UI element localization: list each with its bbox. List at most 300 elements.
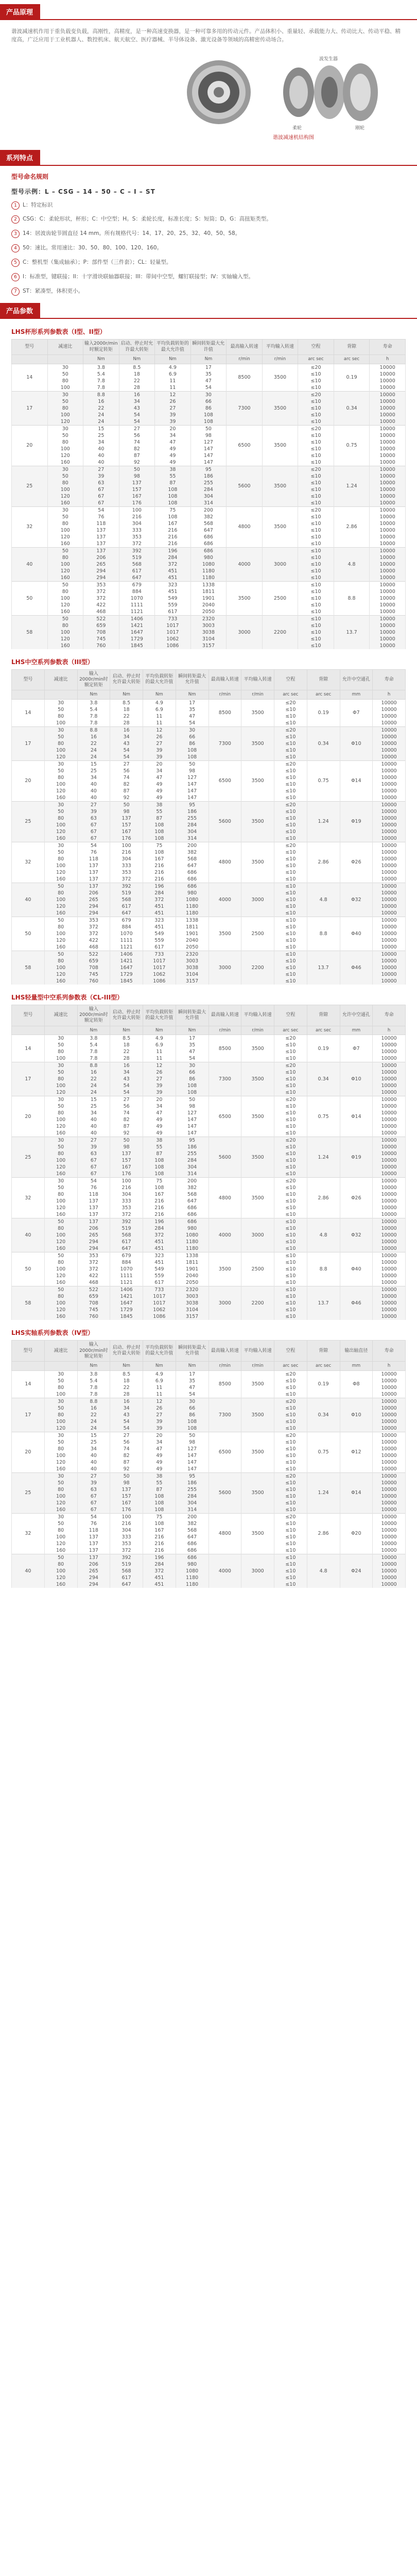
- value-cell: 118: [83, 520, 119, 527]
- unit-header: arc sec: [274, 1362, 307, 1371]
- backlash-cell: ≤20: [298, 425, 334, 432]
- backlash-cell: ≤10: [274, 1293, 307, 1300]
- life-cell: 10000: [373, 1239, 406, 1245]
- gap-cell: 13.7: [307, 951, 340, 985]
- life-cell: 10000: [373, 1425, 406, 1432]
- model-cell: 25: [12, 1137, 45, 1178]
- value-cell: 647: [176, 862, 208, 869]
- value-cell: 30: [44, 842, 77, 849]
- value-cell: 733: [155, 615, 191, 622]
- value-cell: 80: [47, 588, 83, 595]
- value-cell: 255: [176, 815, 208, 822]
- life-cell: 10000: [373, 808, 406, 815]
- value-cell: 120: [44, 1089, 77, 1096]
- value-cell: 100: [119, 506, 155, 514]
- value-cell: 1729: [110, 971, 143, 978]
- avg-speed-cell: 3500: [241, 801, 274, 842]
- column-header: 空程: [274, 669, 307, 690]
- value-cell: 108: [155, 493, 191, 500]
- value-cell: 519: [110, 890, 143, 896]
- life-cell: 10000: [373, 828, 406, 835]
- gap-cell: 0.34: [334, 391, 370, 425]
- life-cell: 10000: [373, 1157, 406, 1164]
- max-speed-cell: 4000: [208, 883, 241, 917]
- value-cell: 95: [190, 466, 227, 473]
- life-cell: 10000: [370, 371, 406, 378]
- value-cell: 47: [155, 439, 191, 446]
- avg-speed-cell: 2200: [241, 951, 274, 985]
- value-cell: 50: [176, 760, 208, 768]
- avg-speed-cell: 3500: [262, 506, 298, 547]
- value-cell: 11: [143, 713, 176, 720]
- backlash-cell: ≤10: [274, 768, 307, 774]
- value-cell: 372: [77, 1259, 110, 1266]
- value-cell: 49: [143, 1459, 176, 1466]
- value-cell: 333: [110, 1198, 143, 1205]
- unit-header: Nm: [155, 354, 191, 364]
- value-cell: 80: [44, 1293, 77, 1300]
- value-cell: 294: [83, 574, 119, 582]
- backlash-cell: ≤10: [298, 378, 334, 384]
- value-cell: 100: [44, 964, 77, 971]
- value-cell: 80: [44, 1048, 77, 1055]
- unit-header: [12, 1026, 45, 1035]
- value-cell: 67: [77, 1493, 110, 1500]
- life-cell: 10000: [373, 1048, 406, 1055]
- value-cell: 40: [77, 794, 110, 802]
- backlash-cell: ≤10: [274, 1500, 307, 1506]
- value-cell: 294: [77, 903, 110, 910]
- value-cell: 1811: [176, 924, 208, 930]
- life-cell: 10000: [370, 568, 406, 574]
- value-cell: 30: [44, 1398, 77, 1405]
- value-cell: 1017: [155, 622, 191, 629]
- unit-header: [12, 690, 45, 700]
- backlash-cell: ≤10: [274, 1574, 307, 1581]
- value-cell: 216: [143, 876, 176, 883]
- value-cell: 54: [176, 1055, 208, 1062]
- backlash-cell: ≤10: [298, 561, 334, 568]
- value-cell: 34: [143, 1103, 176, 1110]
- hole-cell: Φ7: [340, 1035, 373, 1062]
- value-cell: 87: [119, 452, 155, 459]
- value-cell: 120: [47, 452, 83, 459]
- value-cell: 24: [77, 754, 110, 761]
- value-cell: 38: [143, 1137, 176, 1144]
- value-cell: 186: [176, 808, 208, 815]
- backlash-cell: ≤10: [274, 1527, 307, 1534]
- table-row: [12, 391, 406, 398]
- value-cell: 137: [83, 527, 119, 534]
- column-header: 允许中空通孔: [340, 669, 373, 690]
- value-cell: 49: [143, 794, 176, 802]
- value-cell: 157: [110, 822, 143, 828]
- life-cell: 10000: [373, 1089, 406, 1096]
- value-cell: 11: [155, 384, 191, 392]
- life-cell: 10000: [373, 1150, 406, 1157]
- hole-cell: Φ24: [340, 1554, 373, 1588]
- value-cell: 137: [77, 1198, 110, 1205]
- value-cell: 137: [83, 540, 119, 548]
- hole-cell: Φ10: [340, 1062, 373, 1096]
- value-cell: 50: [44, 1554, 77, 1561]
- value-cell: 11: [143, 1391, 176, 1398]
- value-cell: 120: [44, 903, 77, 910]
- value-cell: 1729: [119, 636, 155, 642]
- life-cell: 10000: [370, 520, 406, 527]
- value-cell: 43: [110, 1076, 143, 1082]
- backlash-cell: ≤10: [274, 1191, 307, 1198]
- avg-speed-cell: 3500: [241, 1035, 274, 1062]
- value-cell: 22: [77, 1412, 110, 1418]
- value-cell: 160: [47, 574, 83, 582]
- value-cell: 617: [110, 1239, 143, 1245]
- value-cell: 147: [190, 446, 227, 452]
- value-cell: 7.8: [77, 1055, 110, 1062]
- value-cell: 206: [83, 554, 119, 561]
- value-cell: 98: [176, 1439, 208, 1446]
- value-cell: 56: [110, 1103, 143, 1110]
- life-cell: 10000: [370, 642, 406, 649]
- value-cell: 20: [143, 1432, 176, 1439]
- value-cell: 147: [176, 1116, 208, 1123]
- backlash-cell: ≤10: [298, 568, 334, 574]
- value-cell: 304: [110, 856, 143, 862]
- life-cell: 10000: [370, 418, 406, 426]
- value-cell: 100: [44, 781, 77, 788]
- value-cell: 34: [77, 774, 110, 781]
- value-cell: 200: [176, 1178, 208, 1185]
- value-cell: 160: [44, 1547, 77, 1554]
- value-cell: 100: [44, 1534, 77, 1540]
- value-cell: 40: [83, 459, 119, 466]
- value-cell: 100: [44, 1568, 77, 1574]
- value-cell: 120: [44, 1307, 77, 1313]
- value-cell: 160: [47, 642, 83, 649]
- value-cell: 157: [110, 1157, 143, 1164]
- life-cell: 10000: [373, 1279, 406, 1286]
- backlash-cell: ≤10: [274, 740, 307, 747]
- value-cell: 54: [110, 747, 143, 754]
- life-cell: 10000: [370, 466, 406, 473]
- unit-header: r/min: [208, 1026, 241, 1035]
- value-cell: 353: [119, 534, 155, 540]
- value-cell: 160: [44, 944, 77, 951]
- life-cell: 10000: [373, 726, 406, 734]
- backlash-cell: ≤10: [298, 493, 334, 500]
- value-cell: 353: [110, 869, 143, 876]
- value-cell: 1062: [155, 636, 191, 642]
- value-cell: 47: [176, 713, 208, 720]
- value-cell: 98: [176, 768, 208, 774]
- value-cell: 120: [44, 788, 77, 794]
- value-cell: 49: [143, 781, 176, 788]
- value-cell: 39: [77, 808, 110, 815]
- value-cell: 66: [176, 1405, 208, 1412]
- unit-header: Nm: [77, 690, 110, 700]
- value-cell: 22: [119, 378, 155, 384]
- life-cell: 10000: [373, 1225, 406, 1232]
- principle-section-header: [0, 0, 417, 20]
- life-cell: 10000: [373, 1432, 406, 1439]
- avg-speed-cell: 3500: [241, 1178, 274, 1218]
- principle-text: 谐波减速机作用于重负载变负载，高刚性，高精度，是一种高速变换器，是一种可靠多用的传动元件。产品体积小、重量轻、承载能力大、传动比大、传动平稳、精度高，广泛应用于工业机器人、数控机床、航天航空、医疗器械、半导体设备、激光设备等领域的高精密传动场合。: [11, 28, 401, 43]
- note-text: CSG：C：柔轮形状，杯形；C：中空型；H。S：柔轮长度，标准长度；S：短筒；D。G：高扭矩类型。: [23, 216, 272, 223]
- column-header: 背隙: [307, 1005, 340, 1026]
- value-cell: 679: [110, 1252, 143, 1260]
- value-cell: 22: [77, 740, 110, 747]
- backlash-cell: ≤10: [274, 869, 307, 876]
- value-cell: 49: [143, 1130, 176, 1137]
- value-cell: 80: [44, 1225, 77, 1232]
- backlash-cell: ≤10: [274, 1425, 307, 1432]
- value-cell: 304: [119, 520, 155, 527]
- model-cell: 17: [12, 726, 45, 760]
- life-cell: 10000: [370, 629, 406, 636]
- value-cell: 3038: [176, 1300, 208, 1307]
- naming-note: [11, 215, 406, 224]
- avg-speed-cell: 3000: [241, 1218, 274, 1252]
- value-cell: 80: [44, 1561, 77, 1568]
- value-cell: 206: [77, 1225, 110, 1232]
- value-cell: 127: [176, 1446, 208, 1452]
- value-cell: 284: [190, 486, 227, 493]
- column-header: 瞬间转矩最大允许值: [176, 669, 208, 690]
- hole-cell: Φ7: [340, 699, 373, 726]
- life-cell: 10000: [370, 595, 406, 602]
- value-cell: 39: [155, 412, 191, 418]
- value-cell: 206: [77, 1561, 110, 1568]
- life-cell: 10000: [373, 1398, 406, 1405]
- column-header: 瞬间转矩最大允许值: [190, 340, 227, 355]
- value-cell: 67: [77, 1506, 110, 1514]
- unit-header: r/min: [262, 354, 298, 364]
- value-cell: 30: [44, 1035, 77, 1042]
- unit-header: Nm: [190, 354, 227, 364]
- life-cell: 10000: [370, 412, 406, 418]
- column-header: 允许中空通孔: [340, 1005, 373, 1026]
- max-speed-cell: 5600: [208, 1472, 241, 1513]
- backlash-cell: ≤10: [274, 1459, 307, 1466]
- value-cell: 647: [110, 1245, 143, 1252]
- value-cell: 1017: [143, 1300, 176, 1307]
- max-speed-cell: 4800: [208, 1178, 241, 1218]
- value-cell: 2320: [190, 615, 227, 622]
- value-cell: 35: [176, 1042, 208, 1048]
- value-cell: 118: [77, 856, 110, 862]
- life-cell: 10000: [370, 506, 406, 514]
- value-cell: 27: [83, 466, 119, 473]
- value-cell: 50: [110, 801, 143, 808]
- life-cell: 10000: [370, 581, 406, 588]
- param-table: [11, 339, 406, 649]
- unit-header: r/min: [227, 354, 263, 364]
- backlash-cell: ≤10: [274, 1581, 307, 1588]
- life-cell: 10000: [373, 1069, 406, 1076]
- value-cell: 108: [176, 1425, 208, 1432]
- value-cell: 167: [110, 1164, 143, 1171]
- value-cell: 216: [119, 514, 155, 520]
- max-speed-cell: 5600: [208, 1137, 241, 1178]
- hole-cell: Φ46: [340, 1286, 373, 1320]
- model-cell: 50: [12, 1252, 45, 1286]
- value-cell: 11: [143, 1048, 176, 1055]
- value-cell: 100: [44, 1300, 77, 1307]
- value-cell: 34: [110, 1405, 143, 1412]
- life-cell: 10000: [373, 1130, 406, 1137]
- value-cell: 25: [77, 768, 110, 774]
- value-cell: 25: [77, 1103, 110, 1110]
- value-cell: 5.4: [77, 706, 110, 713]
- life-cell: 10000: [373, 768, 406, 774]
- avg-speed-cell: 3500: [241, 1370, 274, 1398]
- value-cell: 137: [77, 1218, 110, 1226]
- max-speed-cell: 4800: [208, 1513, 241, 1554]
- value-cell: 87: [143, 815, 176, 822]
- life-cell: 10000: [373, 1540, 406, 1547]
- life-cell: 10000: [373, 1171, 406, 1178]
- value-cell: 34: [110, 1069, 143, 1076]
- column-header: 瞬间转矩最大允许值: [176, 1005, 208, 1026]
- backlash-cell: ≤10: [298, 371, 334, 378]
- value-cell: 50: [47, 371, 83, 378]
- hole-cell: Φ19: [340, 801, 373, 842]
- max-speed-cell: 7300: [208, 1062, 241, 1096]
- label-flexspline: 柔轮: [292, 125, 302, 131]
- unit-header: h: [373, 1026, 406, 1035]
- value-cell: 54: [176, 1391, 208, 1398]
- life-cell: 10000: [373, 1472, 406, 1480]
- avg-speed-cell: 3500: [241, 842, 274, 883]
- gap-cell: 0.19: [307, 1370, 340, 1398]
- value-cell: 49: [155, 446, 191, 452]
- value-cell: 1811: [190, 588, 227, 595]
- value-cell: 47: [143, 1446, 176, 1452]
- life-cell: 10000: [373, 930, 406, 937]
- backlash-cell: ≤10: [274, 903, 307, 910]
- value-cell: 39: [143, 747, 176, 754]
- backlash-cell: ≤10: [274, 910, 307, 917]
- gap-cell: 2.86: [307, 1178, 340, 1218]
- value-cell: 16: [110, 1398, 143, 1405]
- value-cell: 67: [77, 1500, 110, 1506]
- max-speed-cell: 5600: [208, 801, 241, 842]
- value-cell: 451: [143, 1239, 176, 1245]
- max-speed-cell: 6500: [227, 425, 263, 466]
- naming-note: [11, 244, 406, 253]
- life-cell: 10000: [370, 378, 406, 384]
- value-cell: 76: [77, 1520, 110, 1527]
- value-cell: 108: [190, 412, 227, 418]
- model-cell: 32: [12, 506, 48, 547]
- backlash-cell: ≤10: [298, 500, 334, 507]
- value-cell: 20: [143, 760, 176, 768]
- backlash-cell: ≤10: [274, 1405, 307, 1412]
- value-cell: 549: [143, 930, 176, 937]
- hole-cell: Φ10: [340, 726, 373, 760]
- value-cell: 80: [44, 1150, 77, 1157]
- value-cell: 87: [110, 1459, 143, 1466]
- value-cell: 43: [110, 740, 143, 747]
- value-cell: 3038: [176, 964, 208, 971]
- value-cell: 160: [44, 1130, 77, 1137]
- value-cell: 451: [143, 1259, 176, 1266]
- value-cell: 100: [47, 595, 83, 602]
- backlash-cell: ≤10: [274, 1561, 307, 1568]
- value-cell: 468: [83, 608, 119, 616]
- value-cell: 100: [44, 1116, 77, 1123]
- avg-speed-cell: 3500: [241, 1137, 274, 1178]
- life-cell: 10000: [373, 1554, 406, 1561]
- value-cell: 49: [155, 452, 191, 459]
- backlash-cell: ≤10: [274, 706, 307, 713]
- max-speed-cell: 8500: [208, 1035, 241, 1062]
- table-row: [12, 1286, 406, 1294]
- value-cell: 24: [77, 1418, 110, 1425]
- value-cell: 98: [176, 1103, 208, 1110]
- value-cell: 54: [190, 384, 227, 392]
- value-cell: 980: [190, 554, 227, 561]
- value-cell: 100: [44, 896, 77, 903]
- value-cell: 686: [176, 1540, 208, 1547]
- backlash-cell: ≤10: [298, 418, 334, 426]
- value-cell: 50: [44, 1286, 77, 1294]
- life-cell: 10000: [373, 937, 406, 944]
- value-cell: 100: [44, 862, 77, 869]
- backlash-cell: ≤20: [274, 1137, 307, 1144]
- value-cell: 568: [110, 1568, 143, 1574]
- value-cell: 98: [110, 1144, 143, 1150]
- life-cell: 10000: [370, 425, 406, 432]
- value-cell: 50: [44, 1218, 77, 1226]
- column-header: 瞬间转矩最大允许值: [176, 1341, 208, 1362]
- value-cell: 120: [44, 971, 77, 978]
- backlash-cell: ≤10: [274, 734, 307, 740]
- life-cell: 10000: [373, 822, 406, 828]
- value-cell: 137: [110, 1150, 143, 1157]
- backlash-cell: ≤10: [274, 958, 307, 964]
- unit-header: arc sec: [307, 690, 340, 700]
- naming-note: [11, 273, 406, 282]
- value-cell: 80: [47, 554, 83, 561]
- value-cell: 67: [77, 1171, 110, 1178]
- value-cell: 255: [176, 1150, 208, 1157]
- value-cell: 54: [119, 412, 155, 418]
- value-cell: 39: [155, 418, 191, 426]
- backlash-cell: ≤10: [274, 1307, 307, 1313]
- value-cell: 617: [110, 1574, 143, 1581]
- value-cell: 34: [83, 439, 119, 446]
- value-cell: 160: [47, 459, 83, 466]
- value-cell: 1017: [143, 958, 176, 964]
- backlash-cell: ≤10: [274, 930, 307, 937]
- backlash-cell: ≤20: [274, 1370, 307, 1378]
- value-cell: 568: [110, 896, 143, 903]
- value-cell: 15: [77, 1432, 110, 1439]
- backlash-cell: ≤10: [274, 849, 307, 856]
- value-cell: 3104: [190, 636, 227, 642]
- avg-speed-cell: 3500: [262, 466, 298, 506]
- gap-cell: 2.86: [334, 506, 370, 547]
- unit-header: mm: [340, 1026, 373, 1035]
- unit-header: [44, 1026, 77, 1035]
- value-cell: 314: [176, 1506, 208, 1514]
- model-cell: 40: [12, 547, 48, 581]
- value-cell: 40: [77, 1452, 110, 1459]
- life-cell: 10000: [373, 1418, 406, 1425]
- backlash-cell: ≤10: [274, 1164, 307, 1171]
- value-cell: 206: [77, 890, 110, 896]
